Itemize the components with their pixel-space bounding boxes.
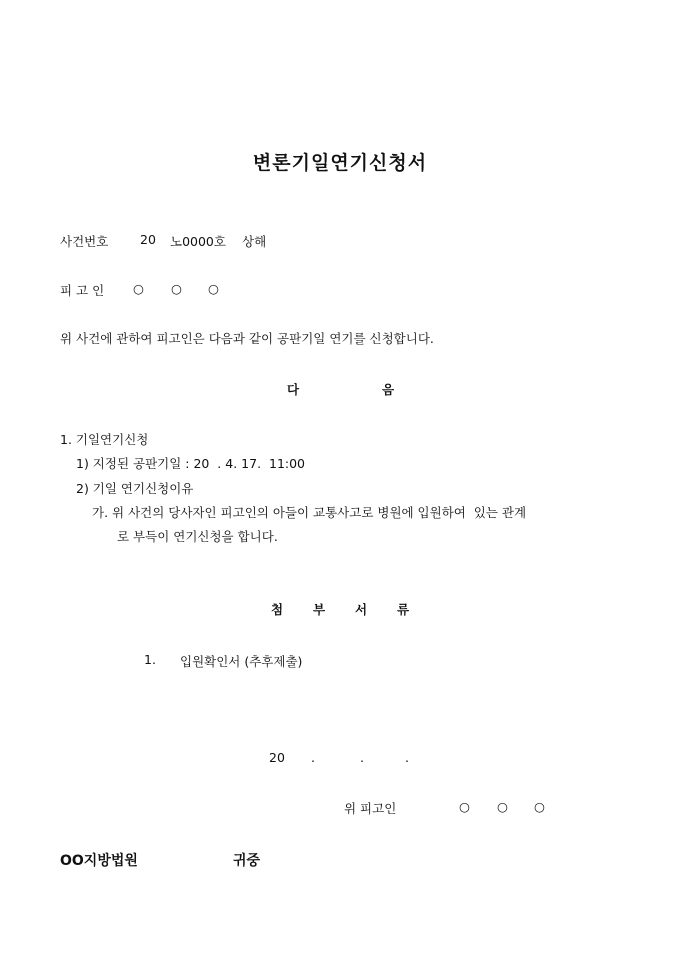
reason-line-1: 가. 위 사건의 당사자인 피고인의 아들이 교통사고로 병원에 입원하여 있는 관계: [92, 505, 527, 520]
following-char-1: 다: [287, 382, 300, 397]
case-crime: 상해: [242, 234, 267, 249]
reason-line-2: 로 부득이 연기신청을 합니다.: [117, 529, 278, 544]
section1-heading: 1. 기일연기신청: [60, 432, 149, 447]
date-dot-1: .: [311, 750, 315, 765]
attachments-heading-2: 부: [313, 602, 326, 617]
section1-item2: 2) 기일 연기신청이유: [76, 481, 194, 496]
section1-item1: 1) 지정된 공판기일 : 20 . 4. 17. 11:00: [76, 456, 306, 471]
signature-mark-2: ○: [497, 799, 508, 814]
date-dot-2: .: [360, 750, 364, 765]
attachments-heading-3: 서: [355, 602, 368, 617]
defendant-label: 피 고 인: [60, 283, 105, 298]
following-char-2: 음: [382, 382, 395, 397]
defendant-mark-2: ○: [171, 281, 182, 296]
attachments-heading-4: 류: [397, 602, 410, 617]
attachment-item-number: 1.: [144, 652, 156, 667]
signature-mark-3: ○: [534, 799, 545, 814]
defendant-mark-3: ○: [208, 281, 219, 296]
court-name: OO지방법원: [60, 853, 138, 869]
case-year: 20: [140, 232, 156, 247]
date-dot-3: .: [405, 750, 409, 765]
signature-label: 위 피고인: [344, 801, 397, 816]
case-number-label: 사건번호: [60, 234, 109, 249]
signature-mark-1: ○: [459, 799, 470, 814]
court-suffix: 귀중: [233, 853, 261, 869]
defendant-mark-1: ○: [133, 281, 144, 296]
intro-text: 위 사건에 관하여 피고인은 다음과 같이 공판기일 연기를 신청합니다.: [60, 331, 434, 346]
document-title: 변론기일연기신청서: [252, 152, 428, 174]
date-year: 20: [269, 750, 285, 765]
attachment-item: 입원확인서 (추후제출): [180, 654, 303, 669]
attachments-heading-1: 첨: [271, 602, 284, 617]
case-number: 노0000호: [170, 234, 226, 249]
